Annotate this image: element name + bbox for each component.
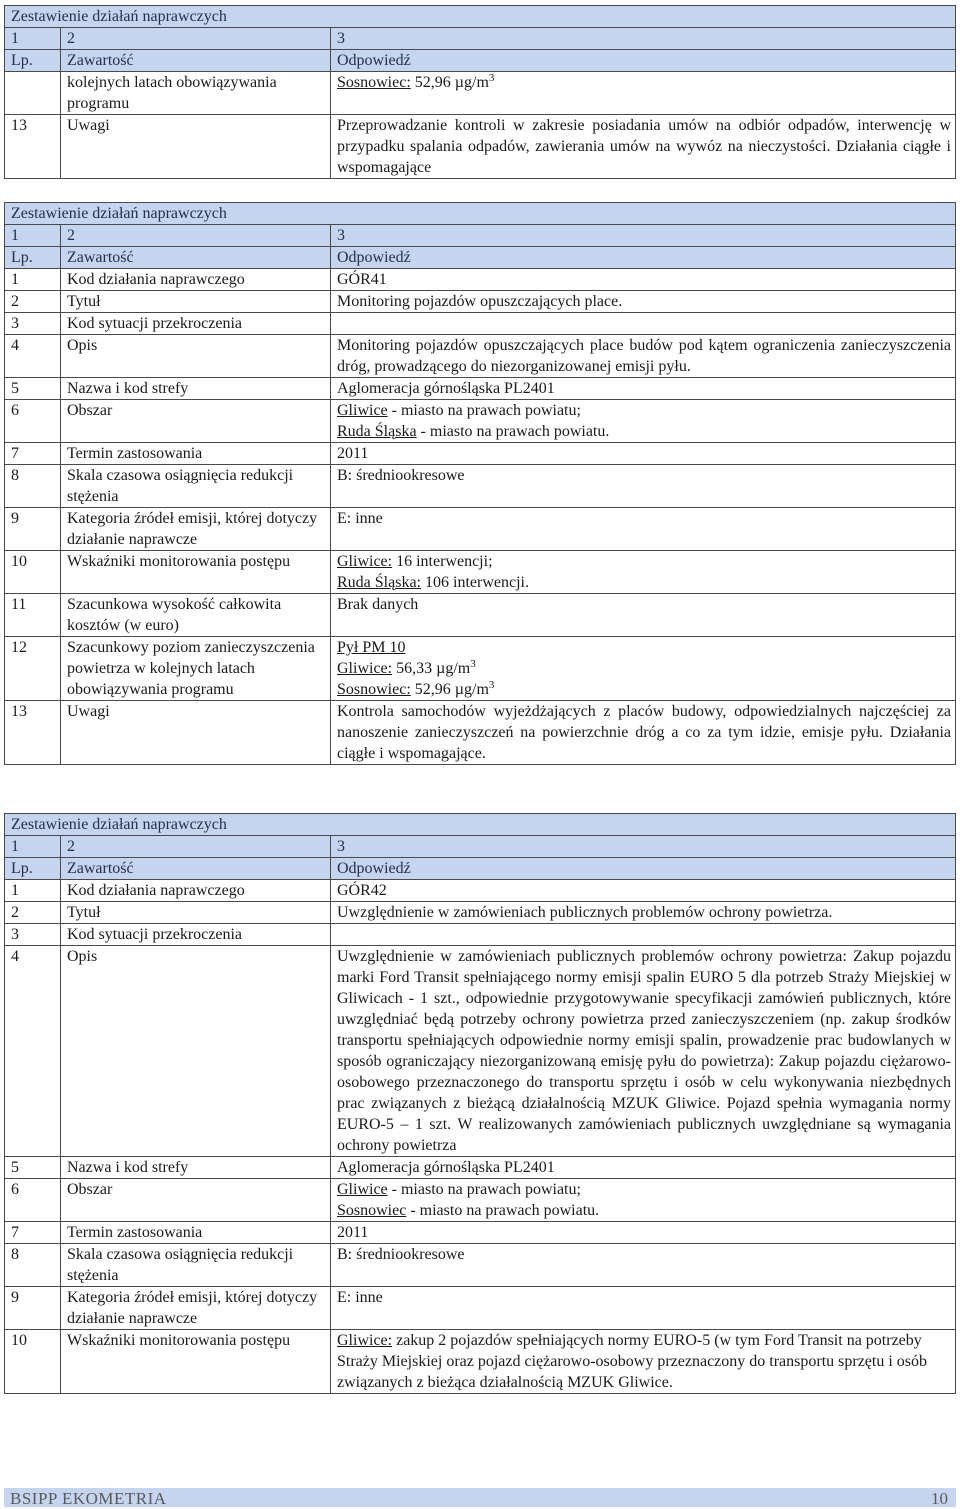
table-row — [5, 335, 956, 378]
row-content: Uwagi — [61, 701, 331, 765]
row-content: Wskaźniki monitorowania postępu — [61, 551, 331, 594]
table-row — [5, 400, 956, 443]
colnum-3: 3 — [331, 225, 956, 247]
row-answer: Monitoring pojazdów opuszczających place budów pod kątem ograniczenia zanieczyszczenia dróg, prowadzącego do niezorganizowanej emisji pyłu. — [331, 335, 956, 378]
row-num — [5, 72, 61, 115]
area-link[interactable]: Gliwice: — [337, 660, 393, 677]
row-answer: Gliwice: zakup 2 pojazdów spełniających normy EURO-5 (w tym Ford Transit na potrzeby Straży Miejskiej oraz pojazd ciężarowo-osobowy przeznaczony do transportu sprzętu i osób związanych z bieżąca działalnością MZUK Gliwice. — [331, 1330, 956, 1394]
row-num: 2 — [5, 902, 61, 924]
colnum-2: 2 — [61, 836, 331, 858]
row-answer: Aglomeracja górnośląska PL2401 — [331, 1157, 956, 1179]
row-answer: GÓR41 — [331, 269, 956, 291]
row-num: 12 — [5, 637, 61, 701]
row-content: Nazwa i kod strefy — [61, 1157, 331, 1179]
col-zawartosc: Zawartość — [61, 247, 331, 269]
row-num: 8 — [5, 465, 61, 508]
table-row — [5, 443, 956, 465]
area-link[interactable]: Ruda Śląska — [337, 423, 417, 440]
row-answer: B: średniookresowe — [331, 465, 956, 508]
row-content: Skala czasowa osiągnięcia redukcji stężenia — [61, 465, 331, 508]
row-answer: Uwzględnienie w zamówieniach publicznych problemów ochrony powietrza. — [331, 902, 956, 924]
row-answer: E: inne — [331, 1287, 956, 1330]
row-num: 5 — [5, 378, 61, 400]
row-num: 13 — [5, 701, 61, 765]
row-content: Skala czasowa osiągnięcia redukcji stężenia — [61, 1244, 331, 1287]
table-row — [5, 1287, 956, 1330]
table-row — [5, 313, 956, 335]
row-num: 6 — [5, 400, 61, 443]
table-row — [5, 924, 956, 946]
footer-title: BSIPP EKOMETRIA — [10, 1489, 167, 1508]
row-num: 2 — [5, 291, 61, 313]
col-odpowiedz: Odpowiedź — [331, 50, 956, 72]
row-content: Tytuł — [61, 291, 331, 313]
table-header-row — [5, 6, 956, 28]
table-row — [5, 701, 956, 765]
table-row — [5, 72, 956, 115]
table-row — [5, 551, 956, 594]
area-link[interactable]: Sosnowiec — [337, 1202, 407, 1219]
row-answer: E: inne — [331, 508, 956, 551]
row-num: 8 — [5, 1244, 61, 1287]
column-labels-row — [5, 247, 956, 269]
table-row — [5, 269, 956, 291]
row-answer: Gliwice: 16 interwencji; Ruda Śląska: 106 interwencji. — [331, 551, 956, 594]
row-num: 3 — [5, 313, 61, 335]
row-answer: B: średniookresowe — [331, 1244, 956, 1287]
row-content: Obszar — [61, 1179, 331, 1222]
table-row — [5, 880, 956, 902]
row-content: Opis — [61, 335, 331, 378]
colnum-1: 1 — [5, 836, 61, 858]
row-content: Szacunkowa wysokość całkowita kosztów (w euro) — [61, 594, 331, 637]
row-num: 7 — [5, 443, 61, 465]
table-header-title: Zestawienie działań naprawczych — [5, 814, 956, 836]
row-content: Kategoria źródeł emisji, której dotyczy działanie naprawcze — [61, 1287, 331, 1330]
row-num: 1 — [5, 269, 61, 291]
row-content: Termin zastosowania — [61, 443, 331, 465]
row-num: 11 — [5, 594, 61, 637]
column-numbers-row — [5, 225, 956, 247]
row-content: Termin zastosowania — [61, 1222, 331, 1244]
row-content: Kod działania naprawczego — [61, 880, 331, 902]
row-answer — [331, 313, 956, 335]
row-answer: Kontrola samochodów wyjeżdżających z placów budowy, odpowiedzialnych najczęściej za nanoszenie zanieczyszczeń na powierzchnie dróg a co za tym idzie, emisje pyłu. Działania ciągłe i wspomagające. — [331, 701, 956, 765]
row-content: Kod sytuacji przekroczenia — [61, 313, 331, 335]
table-header-title: Zestawienie działań naprawczych — [5, 6, 956, 28]
row-answer: Sosnowiec: 52,96 $\mu g/m^3$ — [331, 72, 956, 115]
page-number: 10 — [931, 1489, 948, 1508]
table-row — [5, 508, 956, 551]
row-answer: GÓR42 — [331, 880, 956, 902]
colnum-1: 1 — [5, 225, 61, 247]
table-row — [5, 115, 956, 179]
area-link[interactable]: Gliwice: — [337, 1332, 393, 1349]
column-labels-row — [5, 858, 956, 880]
row-content: Uwagi — [61, 115, 331, 179]
table-row — [5, 1179, 956, 1222]
row-answer: 2011 — [331, 443, 956, 465]
row-content: Kategoria źródeł emisji, której dotyczy działanie naprawcze — [61, 508, 331, 551]
table-row — [5, 1157, 956, 1179]
row-answer: Gliwice - miasto na prawach powiatu; Sosnowiec - miasto na prawach powiatu. — [331, 1179, 956, 1222]
row-content: Nazwa i kod strefy — [61, 378, 331, 400]
area-link[interactable]: Ruda Śląska: — [337, 574, 421, 591]
row-num: 5 — [5, 1157, 61, 1179]
table-gor42 — [4, 813, 956, 1394]
table-row — [5, 1222, 956, 1244]
table-row — [5, 946, 956, 1157]
table-header-row — [5, 203, 956, 225]
colnum-3: 3 — [331, 28, 956, 50]
row-content: Szacunkowy poziom zanieczyszczenia powietrza w kolejnych latach obowiązywania programu — [61, 637, 331, 701]
row-num: 7 — [5, 1222, 61, 1244]
col-odpowiedz: Odpowiedź — [331, 247, 956, 269]
row-content: Tytuł — [61, 902, 331, 924]
table-gor41 — [4, 202, 956, 765]
row-num: 4 — [5, 946, 61, 1157]
colnum-3: 3 — [331, 836, 956, 858]
row-num: 10 — [5, 551, 61, 594]
column-labels-row — [5, 50, 956, 72]
table-header-title: Zestawienie działań naprawczych — [5, 203, 956, 225]
row-num: 9 — [5, 1287, 61, 1330]
table-row — [5, 378, 956, 400]
col-zawartosc: Zawartość — [61, 50, 331, 72]
row-answer — [331, 924, 956, 946]
colnum-1: 1 — [5, 28, 61, 50]
row-answer: Przeprowadzanie kontroli w zakresie posiadania umów na odbiór odpadów, interwencję w przypadku spalania odpadów, zawierania umów na wywóz na nieczystości. Działania ciągłe i wspomagające — [331, 115, 956, 179]
area-link[interactable]: Gliwice: — [337, 553, 393, 570]
column-numbers-row — [5, 836, 956, 858]
row-answer: Aglomeracja górnośląska PL2401 — [331, 378, 956, 400]
table-row — [5, 291, 956, 313]
row-content: Obszar — [61, 400, 331, 443]
row-num: 4 — [5, 335, 61, 378]
table-row — [5, 465, 956, 508]
row-num: 6 — [5, 1179, 61, 1222]
row-content: Kod działania naprawczego — [61, 269, 331, 291]
area-link[interactable]: Gliwice — [337, 402, 388, 419]
colnum-2: 2 — [61, 225, 331, 247]
col-zawartosc: Zawartość — [61, 858, 331, 880]
column-numbers-row — [5, 28, 956, 50]
table-header-row — [5, 814, 956, 836]
col-lp: Lp. — [5, 247, 61, 269]
table-row — [5, 594, 956, 637]
row-answer: Pył PM 10 Gliwice: 56,33 $\mu g/m^3$ Sosnowiec: 52,96 $\mu g/m^3$ — [331, 637, 956, 701]
row-answer: Monitoring pojazdów opuszczających place. — [331, 291, 956, 313]
row-num: 3 — [5, 924, 61, 946]
row-answer: Gliwice - miasto na prawach powiatu; Ruda Śląska - miasto na prawach powiatu. — [331, 400, 956, 443]
colnum-2: 2 — [61, 28, 331, 50]
row-content: kolejnych latach obowiązywania programu — [61, 72, 331, 115]
row-answer: 2011 — [331, 1222, 956, 1244]
row-content: Opis — [61, 946, 331, 1157]
table-row — [5, 902, 956, 924]
col-lp: Lp. — [5, 858, 61, 880]
table-row — [5, 637, 956, 701]
row-num: 9 — [5, 508, 61, 551]
area-link[interactable]: Gliwice — [337, 1181, 388, 1198]
row-num: 13 — [5, 115, 61, 179]
row-content: Wskaźniki monitorowania postępu — [61, 1330, 331, 1394]
row-answer: Brak danych — [331, 594, 956, 637]
area-link[interactable]: Sosnowiec: — [337, 681, 411, 698]
table-row — [5, 1330, 956, 1394]
col-lp: Lp. — [5, 50, 61, 72]
row-answer: Uwzględnienie w zamówieniach publicznych problemów ochrony powietrza: Zakup pojazdu marki Ford Transit spełniającego normy emisji spalin EURO 5 dla potrzeb Straży Miejskiej w Gliwicach - 1 szt., odpowiednie przygotowywanie specyfikacji zamówień publicznych, które uwzględniać będą potrzeby ochrony powietrza przed zanieczyszczeniem (np. zakup środków transportu spełniających odpowiednie normy emisji spalin, prowadzenie prac budowlanych w sposób ograniczający niezorganizowaną emisję pyłu do powietrza): Zakup pojazdu ciężarowo-osobowego przeznaczonego do transportu sprzętu i osób w celu wykonywania niezbędnych prac związanych z bieżącą działalnością MZUK Gliwice. Pojazd spełnia wymagania normy EURO-5 – 1 szt. W realizowanych zamówieniach publicznych uwzględniane są wymagania ochrony powietrza — [331, 946, 956, 1157]
row-num: 10 — [5, 1330, 61, 1394]
row-num: 1 — [5, 880, 61, 902]
row-content: Kod sytuacji przekroczenia — [61, 924, 331, 946]
col-odpowiedz: Odpowiedź — [331, 858, 956, 880]
table-row — [5, 1244, 956, 1287]
table-continuation — [4, 5, 956, 179]
